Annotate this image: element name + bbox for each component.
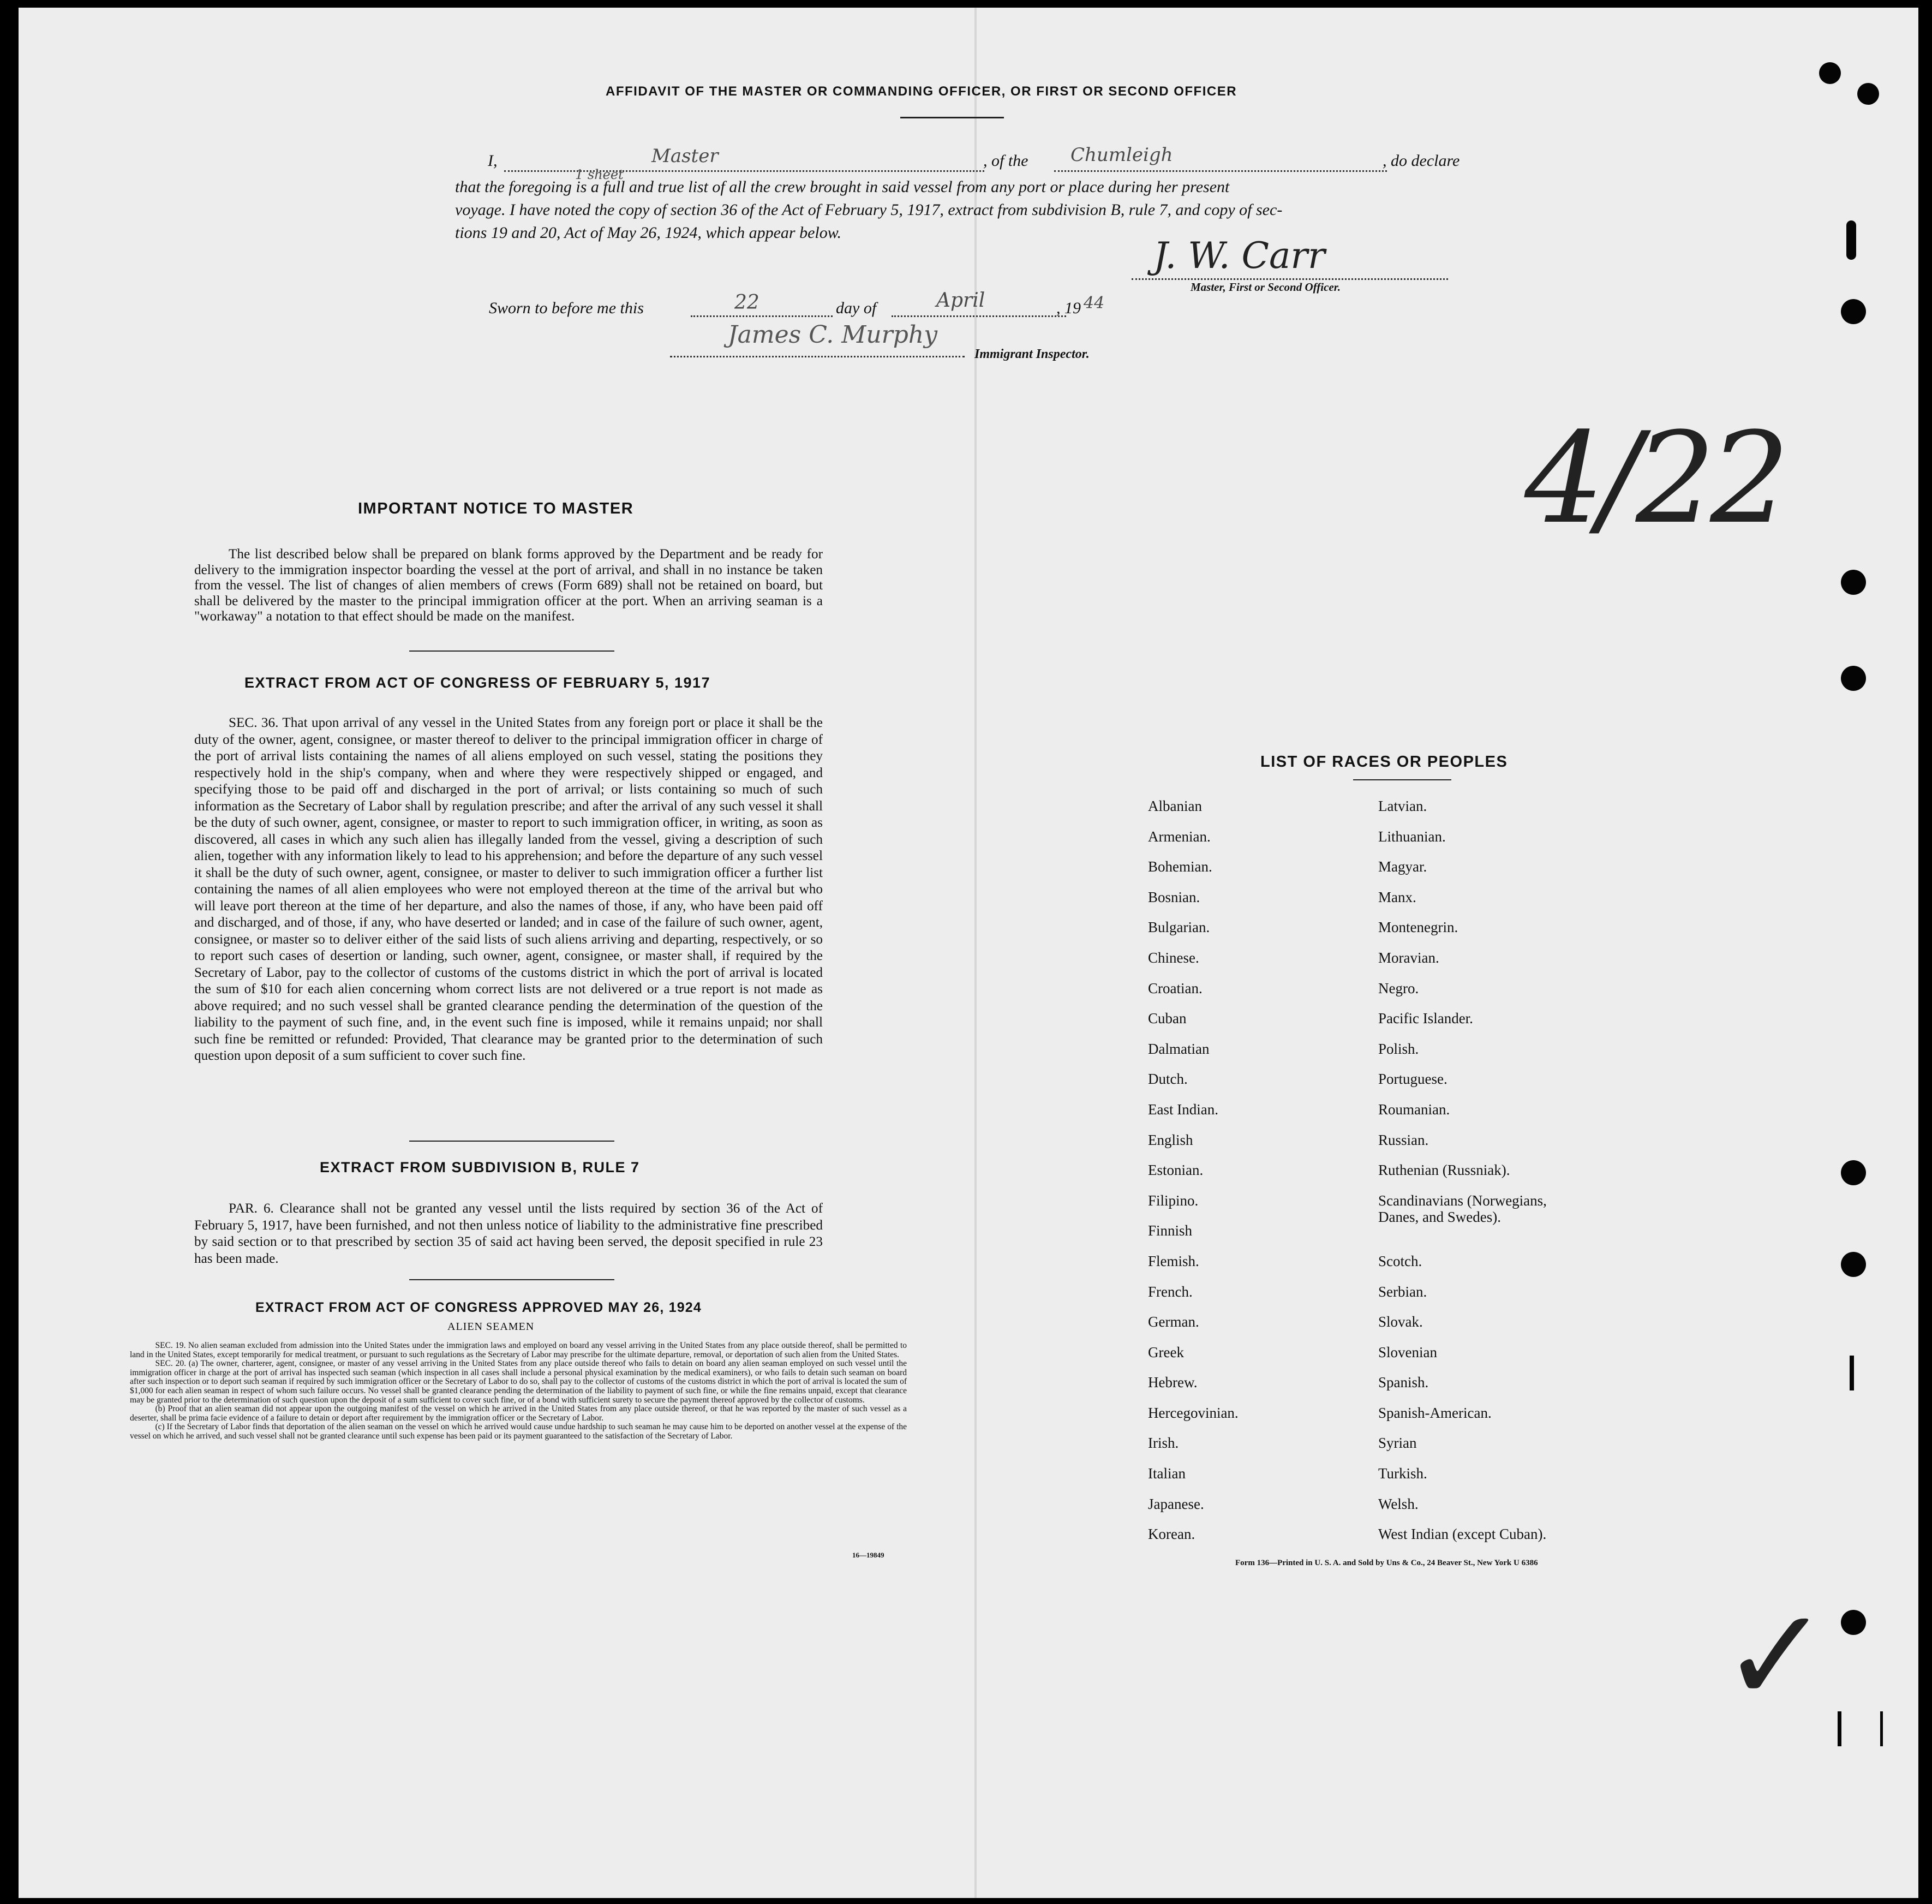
race-item: Albanian xyxy=(1148,798,1202,814)
vessel-line xyxy=(1054,170,1387,172)
signature-caption: Master, First or Second Officer. xyxy=(1191,280,1341,294)
race-item: Flemish. xyxy=(1148,1252,1199,1269)
race-item: Syrian xyxy=(1378,1435,1417,1452)
race-item: Polish. xyxy=(1378,1040,1419,1057)
race-item: Roumanian. xyxy=(1378,1101,1450,1118)
race-item: Armenian. xyxy=(1148,828,1211,845)
sec19-text: SEC. 19. No alien seaman excluded from admission into the United States under the immigration laws and employed on board any vessel arriving in the United States from any place outside thereof, shall be permitted to land in the United States, except temporarily for medical treatment, or pursuant to such regulations as the Secretary of Labor may prescribe for the ultimate departure, removal, or deportation of such alien from the United States. xyxy=(130,1341,907,1359)
race-item: Welsh. xyxy=(1378,1495,1419,1512)
race-item: Dalmatian xyxy=(1148,1040,1210,1057)
race-item: Montenegrin. xyxy=(1378,919,1458,936)
race-item: Finnish xyxy=(1148,1222,1193,1239)
affidavit-line1 xyxy=(488,144,1481,174)
race-item: German. xyxy=(1148,1314,1199,1330)
race-item: Cuban xyxy=(1148,1010,1187,1027)
race-item: Hebrew. xyxy=(1148,1374,1198,1391)
punch-hole xyxy=(1841,1610,1866,1635)
handwritten-vessel: Chumleigh xyxy=(1070,144,1173,166)
race-item: Slovak. xyxy=(1378,1314,1423,1330)
punch-hole xyxy=(1819,62,1841,84)
race-item: Magyar. xyxy=(1378,858,1427,875)
race-item: Negro. xyxy=(1378,980,1419,996)
race-item: Spanish-American. xyxy=(1378,1404,1492,1421)
handwritten-year: 44 xyxy=(1084,294,1105,313)
handwritten-month: April xyxy=(936,289,985,312)
form-footer: Form 136—Printed in U. S. A. and Sold by Uns & Co., 24 Beaver St., New York U 6386 xyxy=(1235,1559,1538,1567)
race-item: East Indian. xyxy=(1148,1101,1218,1118)
extract-1917-text: SEC. 36. That upon arrival of any vessel in the United States from any foreign port or place it shall be the duty of the owner, agent, consignee, or master thereof to deliver to the principal immigration officer in charge of the port of arrival lists containing the names of all aliens employed on such vessel, stating the positions they respectively hold in the ship's company, when and where they were respectively shipped or engaged, and specifying those to be paid off and discharged in the port of arrival; or lists containing so much of such information as the Secretary of Labor shall by regulation prescribe; and after the arrival of any such vessel it shall be the duty of such owner, agent, consignee, or master to report to such immigration officer, in writing, as soon as discovered, all cases in which any such alien has illegally landed from the vessel, giving a description of such alien, together with any information likely to lead to his apprehension; and before the departure of any such vessel it shall be the duty of such owner, agent, consignee, or master to deliver to such immigration officer a further list containing the names of all alien employees who were not employed thereon at the time of the arrival but who will leave port thereon at the time of her departure, and also the names of those, if any, who have been paid off and discharged, and of those, if any, who have deserted or landed; and in case of the failure of such owner, agent, consignee, or master so to deliver either of the said lists of such aliens arriving and departing, respectively, or so to report such cases of desertion or landing, such owner, agent, consignee, or master shall, if required by the Secretary of Labor, pay to the collector of customs of the customs district in which the port of arrival is located the sum of $10 for each alien concerning whom correct lists are not delivered or a true report is not made as above required; and no such vessel shall be granted clearance pending the determination of the question of the liability to the payment of such fine, and, in the event such fine is imposed, while it remains unpaid; nor shall such fine be remitted or refunded: Provided, That clearance may be granted prior to the determination of such question upon deposit of a sum sufficient to cover such fine. xyxy=(194,715,823,1063)
race-item: Scandinavians (Norwegians, Danes, and Swedes). xyxy=(1378,1192,1547,1225)
race-item: Dutch. xyxy=(1148,1071,1188,1088)
punch-hole xyxy=(1841,1252,1866,1277)
race-item: Turkish. xyxy=(1378,1465,1427,1482)
race-item: Bosnian. xyxy=(1148,888,1200,905)
race-item xyxy=(1378,1222,1684,1253)
race-item: Lithuanian. xyxy=(1378,828,1446,845)
notice-text: The list described below shall be prepared on blank forms approved by the Department and be ready for delivery to the immigration inspector boarding the vessel at the port of arrival, and shall in no instance be taken from the vessel. The list of changes of alien members of crews (Form 689) shall not be retained on board, but shall be delivered by the master to the principal immigration officer at the port. When an arriving seaman is a "workaway" a notation to that effect should be made on the manifest. xyxy=(194,547,823,624)
affidavit-i: I, xyxy=(488,152,498,170)
day-of-text: day of xyxy=(836,299,877,317)
handwritten-date-annotation: 4/22 xyxy=(1524,406,1785,552)
extract-rule7-divider xyxy=(409,1279,614,1280)
race-item: Russian. xyxy=(1378,1131,1429,1148)
race-item: Ruthenian (Russniak). xyxy=(1378,1162,1510,1179)
race-item: Estonian. xyxy=(1148,1162,1204,1179)
notice-divider xyxy=(409,650,614,652)
race-item: Slovenian xyxy=(1378,1344,1437,1360)
affidavit-of-the: , of the xyxy=(983,152,1028,170)
race-item: Irish. xyxy=(1148,1435,1179,1452)
races-right-column xyxy=(1378,798,1684,1556)
margin-mark xyxy=(1838,1711,1841,1746)
extract-1924-subtitle: ALIEN SEAMEN xyxy=(447,1321,535,1333)
extract-1917-title: EXTRACT FROM ACT OF CONGRESS OF FEBRUARY 5, 1917 xyxy=(244,675,711,691)
race-item: Bulgarian. xyxy=(1148,919,1210,936)
sworn-text: Sworn to before me this xyxy=(489,299,644,317)
sworn-line xyxy=(489,289,1198,321)
notice-title: IMPORTANT NOTICE TO MASTER xyxy=(358,500,634,517)
handwritten-rank: Master xyxy=(651,145,719,167)
race-item: Greek xyxy=(1148,1344,1184,1360)
margin-mark xyxy=(1846,220,1856,260)
race-item: Pacific Islander. xyxy=(1378,1010,1473,1027)
race-item: Japanese. xyxy=(1148,1495,1204,1512)
margin-mark xyxy=(1850,1356,1854,1390)
inspector-signature: James C. Murphy xyxy=(728,321,938,349)
race-item: Filipino. xyxy=(1148,1192,1199,1209)
affidavit-title: AFFIDAVIT OF THE MASTER OR COMMANDING OFFICER, OR FIRST OR SECOND OFFICER xyxy=(606,84,1237,99)
race-item: Hercegovinian. xyxy=(1148,1404,1239,1421)
race-item: Scotch. xyxy=(1378,1252,1422,1269)
affidavit-body-line4: tions 19 and 20, Act of May 26, 1924, which appear below. xyxy=(455,224,842,242)
affidavit-body-line3: voyage. I have noted the copy of section 36 of the Act of February 5, 1917, extract from subdivision B, rule 7, and copy of sec- xyxy=(455,201,1283,219)
race-item: Latvian. xyxy=(1378,798,1427,814)
print-code: 16—19849 xyxy=(852,1551,884,1559)
race-item: Portuguese. xyxy=(1378,1071,1447,1088)
extract-rule7-text: PAR. 6. Clearance shall not be granted any vessel until the lists required by section 36 of the Act of February 5, 1917, have been furnished, and not then unless notice of liability to the administrative fine prescribed by said section or to that prescribed by section 35 of said act having been served, the deposit specified in rule 23 has been made. xyxy=(194,1201,823,1266)
affidavit-do-declare: , do declare xyxy=(1383,152,1460,170)
handwritten-insert: 1 sheet xyxy=(575,167,624,182)
race-item: Korean. xyxy=(1148,1526,1195,1543)
extract-1924-body xyxy=(130,1341,907,1441)
punch-hole xyxy=(1841,1160,1866,1185)
inspector-line xyxy=(670,356,965,357)
master-signature: J. W. Carr xyxy=(1153,235,1325,277)
punch-hole xyxy=(1857,83,1879,105)
day-line xyxy=(691,315,833,317)
race-item: Chinese. xyxy=(1148,949,1199,966)
race-item: Spanish. xyxy=(1378,1374,1429,1391)
races-title: LIST OF RACES OR PEOPLES xyxy=(1260,753,1508,771)
extract-rule7-title: EXTRACT FROM SUBDIVISION B, RULE 7 xyxy=(320,1159,640,1175)
month-line xyxy=(892,315,1066,317)
race-item: Manx. xyxy=(1378,888,1416,905)
punch-hole xyxy=(1841,666,1866,691)
sec20a-text: SEC. 20. (a) The owner, charterer, agent, consignee, or master of any vessel arriving in the United States from any place outside thereof who fails to detain on board any alien seaman employed on such vessel until the immigration officer in charge at the port of arrival has inspected such seaman (which inspection in all cases shall include a personal physical examination by the medical examiners), or who fails to detain such seaman on board after such inspection or to deport such seaman if required by such immigration officer or the Secretary of Labor to do so, shall pay to the collector of customs of the customs district in which the port of arrival is located the sum of $1,000 for each alien seaman in respect of whom such failure occurs. No vessel shall be granted clearance pending the determination of the liability to payment of such fine, or while the fine remains unpaid, except that clearance may be granted prior to the determination of such question upon the deposit of a sum sufficient to cover such fine, or of a bond with sufficient surety to secure the payment thereof approved by the collector of customs. xyxy=(130,1359,907,1405)
signature-line xyxy=(1132,278,1448,280)
race-item: English xyxy=(1148,1131,1193,1148)
margin-mark xyxy=(1880,1711,1883,1746)
race-item: Bohemian. xyxy=(1148,858,1212,875)
extract-1924-title: EXTRACT FROM ACT OF CONGRESS APPROVED MAY 26, 1924 xyxy=(255,1300,702,1315)
inspector-caption: Immigrant Inspector. xyxy=(974,347,1090,361)
sec20b-text: (b) Proof that an alien seaman did not appear upon the outgoing manifest of the vessel on which he arrived in the United States from any place outside thereof, or that he was reported by the master of such vessel as a deserter, shall be prima facie evidence of a failure to detain or deport after requirement by the immigration officer or the Secretary of Labor. xyxy=(130,1404,907,1423)
title-underline xyxy=(900,117,1004,118)
punch-hole xyxy=(1841,570,1866,595)
race-item: French. xyxy=(1148,1283,1193,1300)
sec20c-text: (c) If the Secretary of Labor finds that deportation of the alien seaman on the vessel on which he arrived would cause undue hardship to such seaman he may cause him to be deported on another vessel at the expense of the vessel on which he arrived, and such vessel shall not be granted clearance until such expense has been paid or its payment guaranteed to the satisfaction of the Secretary of Labor. xyxy=(130,1422,907,1441)
race-item: Moravian. xyxy=(1378,949,1439,966)
race-item: Croatian. xyxy=(1148,980,1203,996)
races-left-column xyxy=(1148,798,1355,1556)
punch-hole xyxy=(1841,299,1866,324)
handwritten-day: 22 xyxy=(734,291,759,314)
year-prefix: , 19 xyxy=(1056,299,1081,317)
document-page xyxy=(19,8,1918,1898)
race-item: Serbian. xyxy=(1378,1283,1427,1300)
race-item: Italian xyxy=(1148,1465,1186,1482)
race-item: West Indian (except Cuban). xyxy=(1378,1526,1547,1543)
handwritten-checkmark: ✓ xyxy=(1721,1579,1831,1732)
extract-1917-divider xyxy=(409,1141,614,1142)
affidavit-body-line2: that the foregoing is a full and true list of all the crew brought in said vessel from any port or place during her present xyxy=(455,178,1230,196)
races-title-underline xyxy=(1353,779,1451,780)
